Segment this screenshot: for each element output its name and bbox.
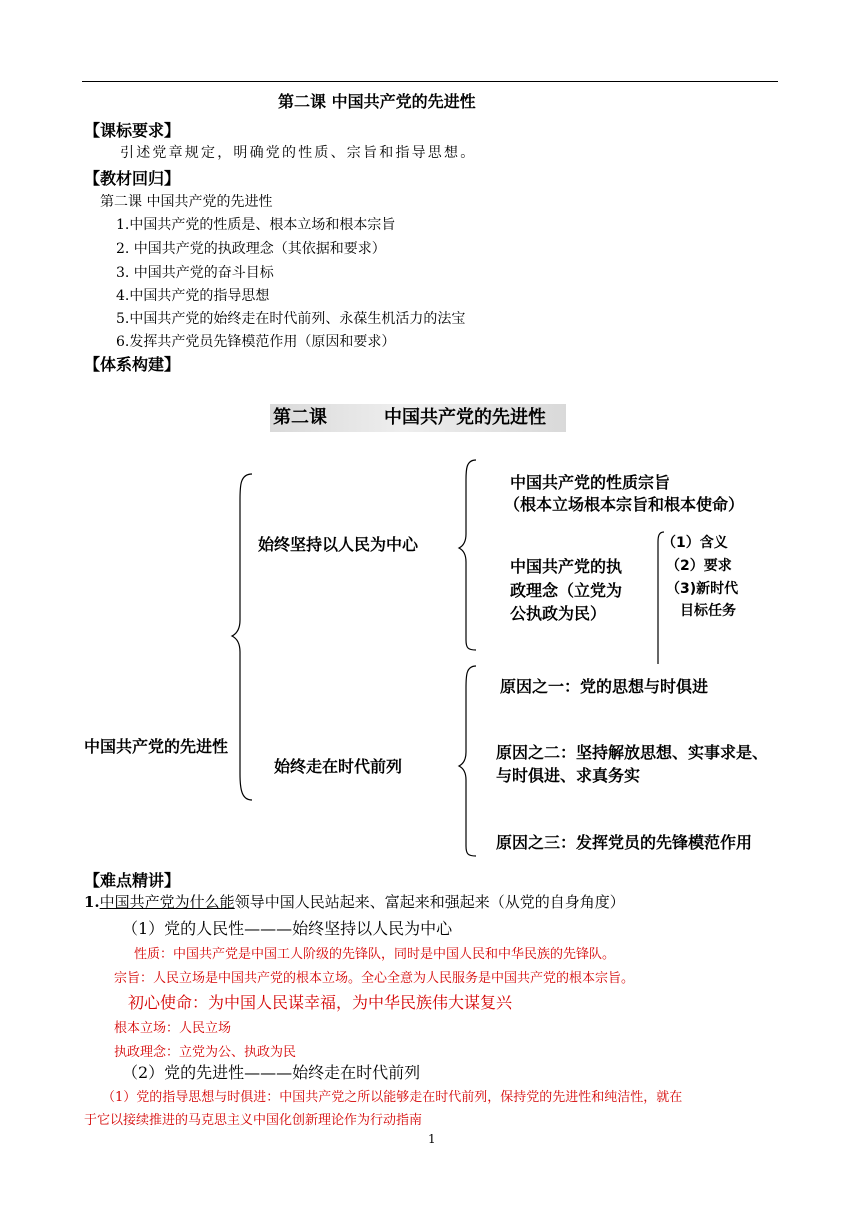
sub-item: （2）要求 (666, 558, 732, 574)
b2-item: 与时俱进、求真务实 (496, 766, 641, 785)
question-underlined: 中国共产党为什么能 (99, 893, 235, 911)
b2-item: 原因之二：坚持解放思想、实事求是、 (496, 743, 769, 762)
point-2-line: 于它以接续推进的马克思主义中国化创新理论作为行动指南 (84, 1113, 423, 1128)
b1-item2-line: 中国共产党的执 (510, 557, 623, 576)
diagram-branch-2: 始终走在时代前列 (274, 757, 403, 776)
b1-item2-line: 公执政为民） (510, 604, 607, 623)
kebiao-heading: 【课标要求】 (84, 121, 181, 140)
point-2-heading: （2）党的先进性———始终走在时代前列 (122, 1063, 421, 1082)
b1-item2-line: 政理念（立党为 (510, 581, 623, 600)
root-brace (232, 474, 252, 800)
b2-item: 原因之一：党的思想与时俱进 (500, 677, 709, 696)
huigu-heading: 【教材回归】 (84, 169, 181, 188)
diagram-title-lesson: 第二课 (273, 407, 327, 428)
huigu-item: 4.中国共产党的指导思想 (116, 288, 270, 304)
page-title: 第二课 中国共产党的先进性 (278, 92, 476, 111)
sub-item: （1）含义 (662, 535, 728, 551)
huigu-item: 6.发挥共产党员先锋模范作用（原因和要求） (116, 334, 396, 350)
b1-item1-line2: （根本立场根本宗旨和根本使命） (504, 495, 745, 514)
question-rest: 领导中国人民站起来、富起来和强起来（从党的自身角度） (234, 893, 625, 911)
point-1-line: 初心使命：为中国人民谋幸福，为中华民族伟大谋复兴 (128, 993, 513, 1012)
point-1-line: 根本立场：人民立场 (114, 1021, 232, 1036)
point-1-line: 性质：中国共产党是中国工人阶级的先锋队，同时是中国人民和中华民族的先锋队。 (134, 947, 616, 962)
kebiao-text: 引述党章规定，明确党的性质、宗旨和指导思想。 (120, 145, 477, 161)
huigu-item: 1.中国共产党的性质是、根本立场和根本宗旨 (116, 217, 396, 233)
b2-item: 原因之三：发挥党员的先锋模范作用 (496, 833, 753, 852)
huigu-item: 5.中国共产党的始终走在时代前列、永葆生机活力的法宝 (116, 311, 466, 327)
tixi-heading: 【体系构建】 (84, 355, 181, 374)
point-1-line: 宗旨：人民立场是中国共产党的根本立场。全心全意为人民服务是中国共产党的根本宗旨。 (114, 971, 635, 986)
huigu-item: 3. 中国共产党的奋斗目标 (116, 265, 274, 281)
branch1-brace (459, 460, 476, 650)
diagram-branch-1: 始终坚持以人民为中心 (258, 535, 419, 554)
sub-item: 目标任务 (680, 603, 736, 619)
branch2-brace (459, 666, 476, 856)
b1-item1-line1: 中国共产党的性质宗旨 (510, 473, 671, 492)
huigu-lesson: 第二课 中国共产党的先进性 (100, 194, 273, 210)
diagram-title-topic: 中国共产党的先进性 (384, 407, 546, 428)
point-1-line: 执政理念：立党为公、执政为民 (114, 1045, 297, 1060)
question-1 (84, 891, 625, 912)
sub-item: （3)新时代 (666, 581, 739, 597)
point-2-line: （1）党的指导思想与时俱进：中国共产党之所以能够走在时代前列，保持党的先进性和纯洁性，就在 (102, 1090, 683, 1105)
diagram-root: 中国共产党的先进性 (84, 737, 229, 756)
huigu-item: 2. 中国共产党的执政理念（其依据和要求） (116, 241, 386, 257)
nandian-heading: 【难点精讲】 (84, 871, 181, 890)
question-number: 1. (84, 893, 100, 911)
point-1-heading: （1）党的人民性———始终坚持以人民为中心 (122, 919, 453, 938)
page-number: 1 (428, 1132, 436, 1146)
